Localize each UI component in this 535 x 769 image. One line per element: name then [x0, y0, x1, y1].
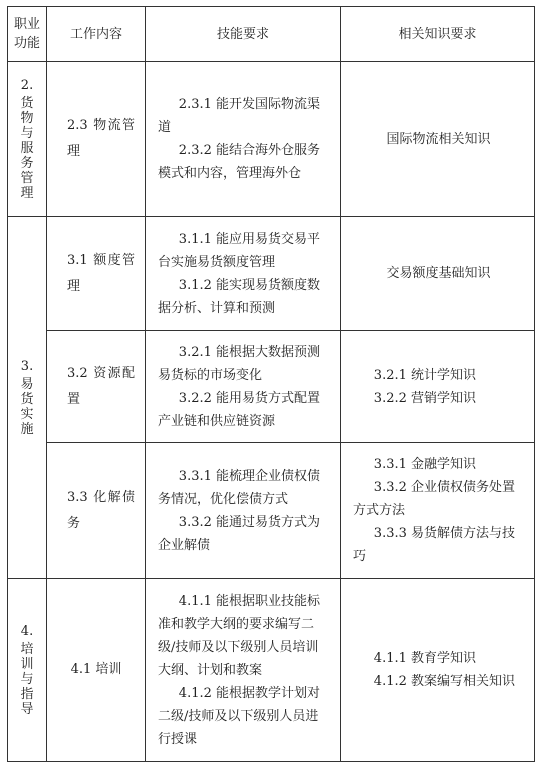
function-number: 2. [20, 77, 34, 93]
skill-item: 3.2.2 能用易货方式配置产业链和供应链资源 [158, 390, 321, 429]
header-skill-requirements: 技能要求 [146, 7, 341, 62]
function-number: 3. [20, 358, 34, 374]
work-content-cell: 3.2 资源配置 [47, 331, 146, 443]
skills-cell [146, 331, 341, 443]
knowledge-cell [341, 62, 535, 217]
header-row [8, 7, 535, 62]
function-cell [8, 217, 47, 579]
header-knowledge-requirements: 相关知识要求 [341, 7, 535, 62]
skill-requirements-table [7, 6, 535, 762]
function-name: 培训与指导 [20, 641, 34, 717]
work-content-cell: 4.1 培训 [47, 579, 146, 762]
table-row [8, 217, 535, 331]
skills-cell [146, 579, 341, 762]
function-name: 易货实施 [20, 376, 34, 437]
table-row [8, 62, 535, 217]
skill-item: 3.1.1 能应用易货交易平台实施易货额度管理 [158, 231, 321, 270]
knowledge-item: 3.3.2 企业债权债务处置方式方法 [353, 480, 516, 518]
header-work-content: 工作内容 [47, 7, 146, 62]
skill-item: 4.1.1 能根据职业技能标准和教学大纲的要求编写二级/技师及以下级别人员培训大纲、计划和教案 [158, 593, 321, 678]
knowledge-item: 3.2.2 营销学知识 [373, 390, 477, 406]
function-cell [8, 579, 47, 762]
work-content-cell: 3.3 化解债务 [47, 443, 146, 579]
skills-cell [146, 62, 341, 217]
skills-cell [146, 217, 341, 331]
knowledge-cell [341, 443, 535, 579]
skill-item: 2.3.2 能结合海外仓服务模式和内容，管理海外仓 [158, 143, 321, 181]
work-content-cell: 3.1 额度管理 [47, 217, 146, 331]
knowledge-item: 4.1.1 教育学知识 [373, 651, 477, 666]
knowledge-cell [341, 217, 535, 331]
skill-item: 3.3.2 能通过易货方式为企业解债 [158, 514, 321, 553]
skill-item: 3.3.1 能梳理企业债权债务情况，优化偿债方式 [158, 468, 321, 507]
skill-item: 2.3.1 能开发国际物流渠道 [158, 97, 321, 135]
knowledge-cell [341, 579, 535, 762]
knowledge-item: 3.3.1 金融学知识 [373, 457, 477, 472]
knowledge-item: 国际物流相关知识 [386, 131, 491, 147]
header-function: 职业 功能 [8, 7, 47, 62]
skill-item: 3.2.1 能根据大数据预测易货标的市场变化 [158, 344, 321, 383]
function-name: 货物与服务管理 [20, 95, 34, 201]
work-content-cell: 2.3 物流管理 [47, 62, 146, 217]
skill-item: 4.1.2 能根据教学计划对二级/技师及以下级别人员进行授课 [158, 685, 321, 747]
knowledge-item: 4.1.2 教案编写相关知识 [373, 674, 516, 689]
knowledge-cell [341, 331, 535, 443]
knowledge-item: 3.3.3 易货解债方法与技巧 [353, 526, 516, 564]
knowledge-item: 交易额度基础知识 [386, 266, 491, 281]
function-cell [8, 62, 47, 217]
skills-cell [146, 443, 341, 579]
function-number: 4. [20, 623, 34, 639]
table-row [8, 331, 535, 443]
table-row [8, 443, 535, 579]
table-row [8, 579, 535, 762]
skill-item: 3.1.2 能实现易货额度数据分析、计算和预测 [158, 277, 321, 316]
knowledge-item: 3.2.1 统计学知识 [373, 367, 477, 383]
